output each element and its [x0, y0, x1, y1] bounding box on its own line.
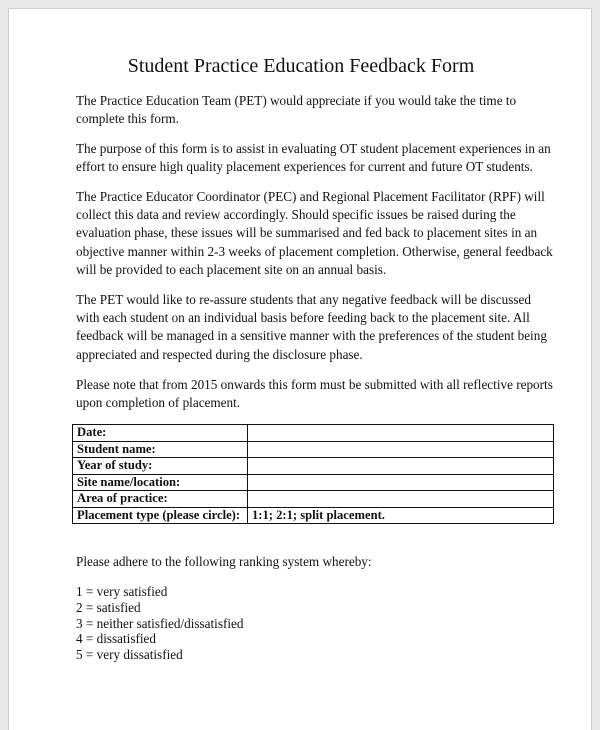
area-of-practice-field[interactable] — [248, 491, 554, 508]
row-label: Year of study: — [73, 458, 248, 475]
list-item: 5 = very dissatisfied — [76, 647, 183, 663]
table-row — [73, 474, 554, 491]
form-title: Student Practice Education Feedback Form — [127, 55, 475, 77]
document-page — [8, 8, 592, 730]
row-label: Area of practice: — [73, 491, 248, 508]
list-item: 2 = satisfied — [76, 599, 141, 615]
intro-paragraph: The Practice Education Team (PET) would appreciate if you would take the time to complete this form. — [76, 93, 517, 127]
table-row — [73, 425, 554, 442]
row-label: Student name: — [73, 441, 248, 458]
table-row — [73, 491, 554, 508]
student-info-table — [72, 424, 554, 524]
row-label: Site name/location: — [73, 474, 248, 491]
ranking-list — [76, 584, 243, 663]
student-name-field[interactable] — [248, 441, 554, 458]
table-row — [73, 507, 554, 524]
placement-type-options[interactable]: 1:1; 2:1; split placement. — [248, 507, 554, 524]
year-of-study-field[interactable] — [248, 458, 554, 475]
data-review-paragraph: The Practice Educator Coordinator (PEC) and Regional Placement Facilitator (RPF) will collect this data and review accordingly. Should specific issues be raised during the evaluation phase, these issues will be summarised and fed back to placement sites in an objective manner within 2-3 weeks of placement completion. Otherwise, general feedback will be provided to each placement site on an annual basis. — [76, 189, 553, 277]
ranking-intro: Please adhere to the following ranking system whereby: — [76, 554, 372, 569]
reassurance-paragraph: The PET would like to re-assure students that any negative feedback will be discussed with each student on an individual basis before feeding back to the placement site. All feedback will be managed in a sensitive manner with the preferences of the student being appreciated and respected during the disclosure phase. — [76, 292, 547, 362]
list-item: 1 = very satisfied — [76, 584, 168, 599]
purpose-paragraph: The purpose of this form is to assist in evaluating OT student placement experiences in an effort to ensure high quality placement experiences for current and future OT students. — [76, 141, 551, 175]
row-label: Placement type (please circle): — [73, 507, 248, 524]
list-item: 4 = dissatisfied — [76, 631, 156, 647]
row-label: Date: — [73, 425, 248, 442]
table-row — [73, 441, 554, 458]
site-location-field[interactable] — [248, 474, 554, 491]
table-row — [73, 458, 554, 475]
list-item: 3 = neither satisfied/dissatisfied — [76, 615, 244, 631]
submission-note-paragraph: Please note that from 2015 onwards this form must be submitted with all reflective reports upon completion of placement. — [76, 377, 553, 411]
date-field[interactable] — [248, 425, 554, 442]
